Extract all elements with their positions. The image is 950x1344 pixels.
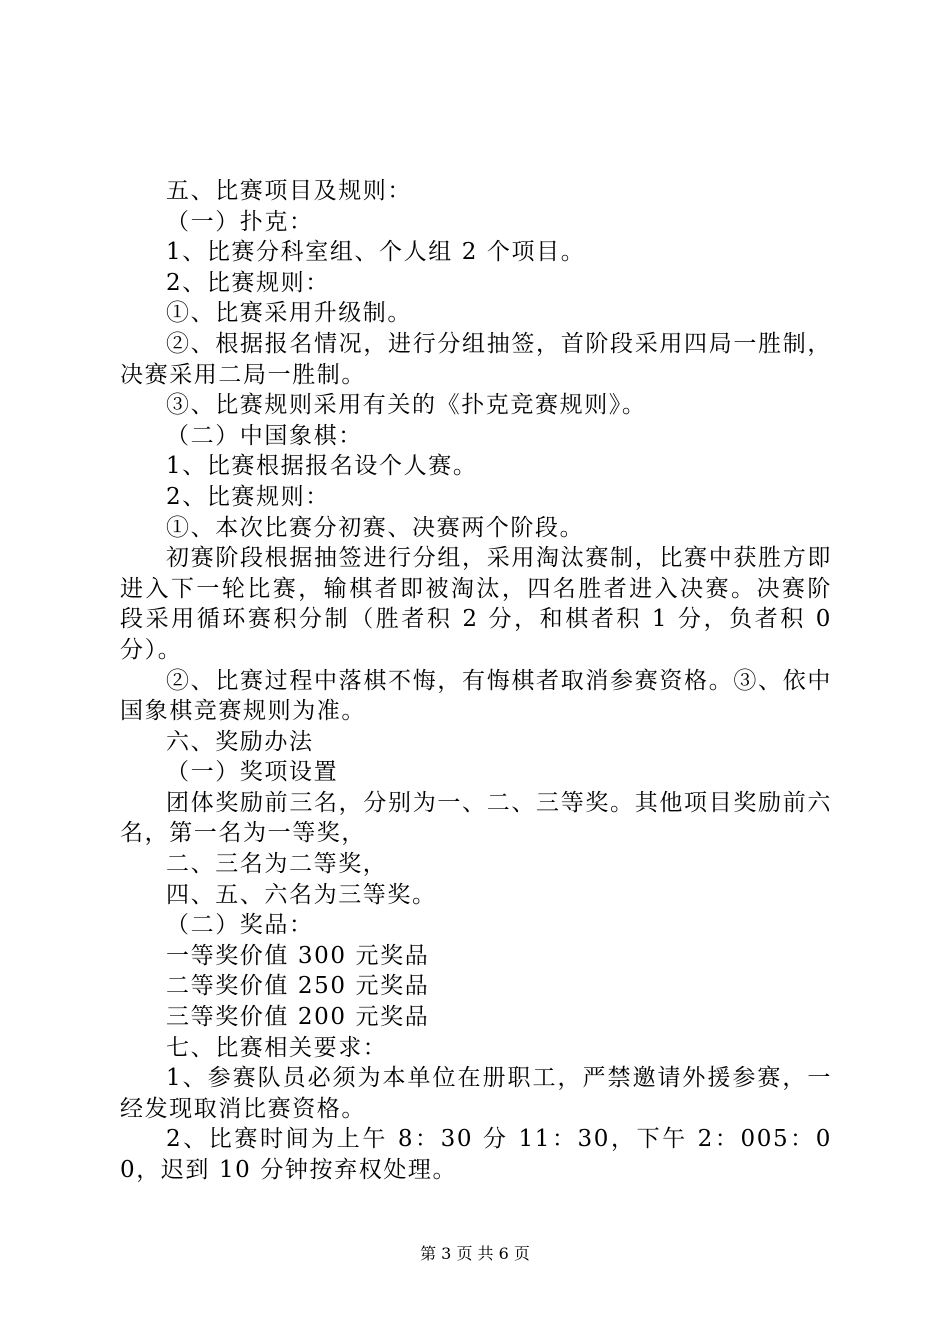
paragraph: 二等奖价值 250 元奖品 <box>166 973 430 1000</box>
section-heading-requirements: 七、比赛相关要求： <box>166 1034 388 1061</box>
paragraph: 1、参赛队员必须为本单位在册职工，严禁邀请外援参赛，一经发现取消比赛资格。 <box>120 1065 832 1122</box>
section-heading-events-rules: 五、比赛项目及规则： <box>166 178 412 204</box>
paragraph: ②、比赛过程中落棋不悔，有悔棋者取消参赛资格。③、依中国象棋竞赛规则为准。 <box>120 667 832 725</box>
paragraph: 1、比赛分科室组、个人组 2 个项目。 <box>166 239 586 266</box>
section-heading-awards: 六、奖励办法 <box>166 728 314 755</box>
paragraph: 三等奖价值 200 元奖品 <box>166 1004 430 1031</box>
subsection-heading-chinese-chess: （二）中国象棋： <box>166 422 363 449</box>
paragraph: ①、本次比赛分初赛、决赛两个阶段。 <box>166 514 585 541</box>
paragraph: 2、比赛规则： <box>166 269 330 296</box>
paragraph: 四、五、六名为三等奖。 <box>166 881 437 908</box>
document-body <box>120 176 832 1186</box>
paragraph: 一等奖价值 300 元奖品 <box>166 942 430 969</box>
paragraph: ①、比赛采用升级制。 <box>166 300 412 327</box>
subsection-heading-prizes: （二）奖品： <box>166 912 314 939</box>
paragraph: 2、比赛时间为上午 8：30 分 11：30，下午 2：005：00，迟到 10 分钟按弃权处理。 <box>120 1126 832 1183</box>
paragraph: 团体奖励前三名，分别为一、二、三等奖。其他项目奖励前六名，第一名为一等奖， <box>120 789 832 847</box>
paragraph: 2、比赛规则： <box>166 483 330 510</box>
subsection-heading-award-settings: （一）奖项设置 <box>166 759 339 786</box>
subsection-heading-poker: （一）扑克： <box>166 208 314 235</box>
paragraph: 1、比赛根据报名设个人赛。 <box>166 453 478 480</box>
paragraph: ③、比赛规则采用有关的《扑克竞赛规则》。 <box>166 392 647 419</box>
paragraph: 初赛阶段根据抽签进行分组，采用淘汰赛制，比赛中获胜方即进入下一轮比赛，输棋者即被淘汰，四名胜者进入决赛。决赛阶段采用循环赛积分制（胜者积 2 分，和棋者积 1 分，负者积 0 分）。 <box>120 545 832 663</box>
paragraph: 二、三名为二等奖， <box>166 851 388 878</box>
page-footer: 第 3 页 共 6 页 <box>420 1244 530 1263</box>
paragraph: ②、根据报名情况，进行分组抽签，首阶段采用四局一胜制，决赛采用二局一胜制。 <box>120 330 832 388</box>
